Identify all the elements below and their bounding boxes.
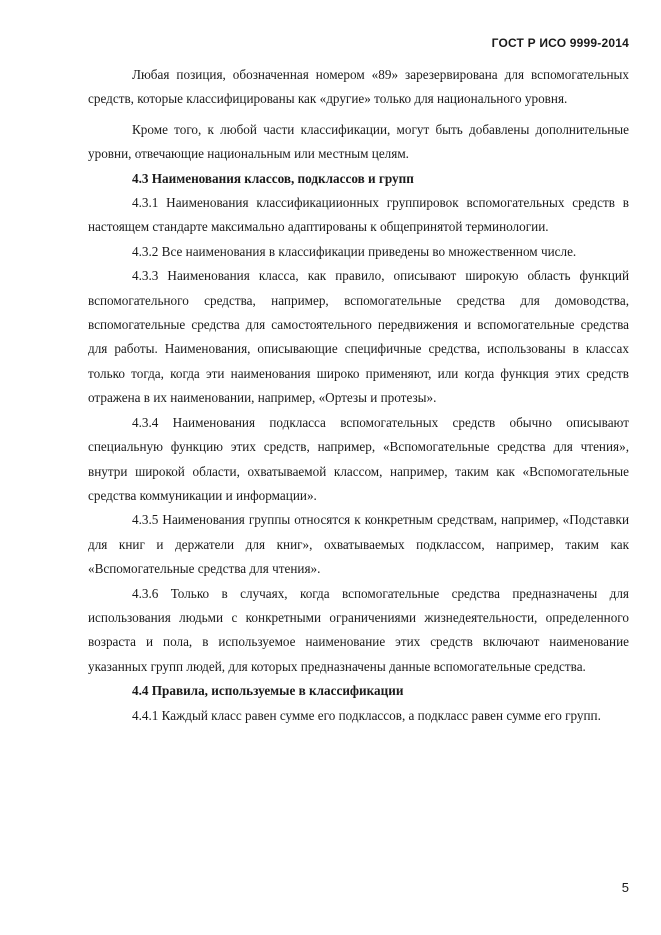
page-number: 5 xyxy=(621,880,629,895)
paragraph-additional-levels: Кроме того, к любой части классификации, могут быть добавлены дополнительные уровни, отвечающие национальным или местным целям. xyxy=(88,121,629,162)
paragraph-4-4-1: 4.4.1 Каждый класс равен сумме его подклассов, а подкласс равен сумме его групп. xyxy=(132,707,601,723)
paragraph-4-3-6: 4.3.6 Только в случаях, когда вспомогательные средства предназначены для использования людьми с конкретными ограничениями жизнедеятельности, определенного возраста и пола, в используемое наименование этих средств включают наименование указанных групп людей, для которых предназначены данные вспомогательные средства. xyxy=(88,585,629,674)
section-heading-4-4: 4.4 Правила, используемые в классификации xyxy=(132,683,404,699)
standard-header: ГОСТ Р ИСО 9999-2014 xyxy=(491,36,629,50)
section-heading-4-3: 4.3 Наименования классов, подклассов и групп xyxy=(132,170,414,186)
paragraph-4-3-5: 4.3.5 Наименования группы относятся к конкретным средствам, например, «Подставки для книг и держатели для книг», охватываемых подклассом, например, таким как «Вспомогательные средства для чтения». xyxy=(88,512,629,577)
paragraph-4-3-3: 4.3.3 Наименования класса, как правило, описывают широкую область функций вспомогательного средства, например, вспомогательные средства для домоводства, вспомогательные средства для самостоятельного передвижения и вспомогательные средства для работы. Наименования, описывающие специфичные средства, использованы в классах только тогда, когда эти наименования широко применяют, или когда функция этих средств отражена в их наименовании, например, «Ортезы и протезы». xyxy=(88,268,629,406)
document-body xyxy=(88,63,629,728)
paragraph-4-3-1: 4.3.1 Наименования классификациионных группировок вспомогательных средств в настоящем стандарте максимально адаптированы к общепринятой терминологии. xyxy=(88,195,629,235)
paragraph-reserved-89: Любая позиция, обозначенная номером «89» зарезервирована для вспомогательных средств, которые классифицированы как «другие» только для национального уровня. xyxy=(88,67,629,107)
paragraph-4-3-2: 4.3.2 Все наименования в классификации приведены во множественном числе. xyxy=(132,243,577,259)
paragraph-4-3-4: 4.3.4 Наименования подкласса вспомогательных средств обычно описывают специальную функцию этих средств, например, «Вспомогательные средства для чтения», внутри широкой области, охватываемой классом, например, таким как «Вспомогательные средства коммуникации и информации». xyxy=(88,414,629,503)
